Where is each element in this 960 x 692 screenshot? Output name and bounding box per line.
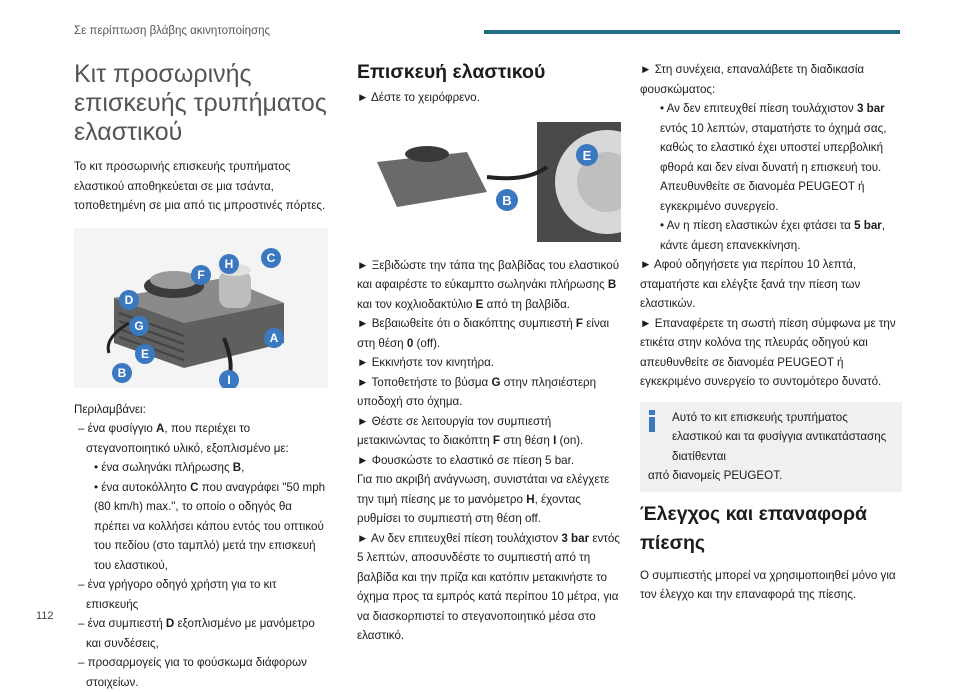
repair-note-gauge: Για πιο ακριβή ανάγνωση, συνιστάται να ελέγχετε την τιμή πίεσης με το μανόμετρο H, έχοντας ρυθμίσει το συμπιεστή στη θέση off. <box>357 473 610 525</box>
kit-title: Κιτ προσωρινής επισκευής τρυπήματος ελαστικού <box>74 60 327 146</box>
column-repair <box>357 60 621 646</box>
kit-item-cartridge: – ένα φυσίγγιο A, που περιέχει το στεγανοποιητικό υλικό, εξοπλισμένο με: <box>78 422 289 455</box>
valve-illustration <box>357 122 621 242</box>
section-header: Σε περίπτωση βλάβης ακινητοποίησης <box>74 25 271 37</box>
kit-item-guide: – ένα γρήγορο οδηγό χρήστη για το κιτ επισκευής <box>78 578 277 611</box>
fig1-label-b: B <box>117 365 127 380</box>
fig2-label-e: E <box>582 147 592 163</box>
continue-sub-fail: • Αν δεν επιτευχθεί πίεση τουλάχιστον 3 bar εντός 10 λεπτών, σταματήστε το όχημά σας, καθώς το ελαστικό έχει υποστεί υπερβολική φθορά και δεν είναι δυνατή η επισκευή του. Απευθυνθείτε σε διανομέα PEUGEOT ή εγκεκριμένο συνεργείο. <box>660 102 887 213</box>
fig1-label-d: D <box>124 292 134 307</box>
info-box <box>640 402 902 492</box>
continue-step-correct: ► Επαναφέρετε τη σωστή πίεση σύμφωνα με την ετικέτα στην κολόνα της πλευράς οδηγού και απευθυνθείτε σε διανομέα PEUGEOT ή εγκεκριμένο συνεργείο το συντομότερο δυνατό. <box>640 316 896 388</box>
repair-step-switch-off: ► Βεβαιωθείτε ότι ο διακόπτης συμπιεστή F είναι στη θέση 0 (off). <box>357 317 610 350</box>
kit-intro: Το κιτ προσωρινής επισκευής τρυπήματος ελαστικού αποθηκεύεται σε μια τσάντα, τοποθετημένη σε μια από τις μπροστινές πόρτες. <box>74 160 326 212</box>
fig2-label-b: B <box>502 192 512 208</box>
continue-step-repeat: ► Στη συνέχεια, επαναλάβετε τη διαδικασία φουσκώματος: <box>640 63 865 96</box>
fig1-label-e: E <box>140 346 150 361</box>
page-number: 112 <box>36 610 54 622</box>
kit-item-compressor: – ένα συμπιεστή D εξοπλισμένο με μανόμετρο και συνδέσεις, <box>78 617 315 650</box>
kit-contains: Περιλαμβάνει: <box>74 402 146 416</box>
fig1-label-h: H <box>224 256 234 271</box>
header-rule <box>484 30 900 34</box>
kit-sub-hose: • ένα σωληνάκι πλήρωσης B, <box>94 461 245 474</box>
column-continue <box>640 60 902 605</box>
column-kit <box>74 60 328 692</box>
info-text: Αυτό το κιτ επισκευής τρυπήματος ελαστικού και τα φυσίγγια αντικατάστασης διατίθενται <box>672 410 887 463</box>
fig1-label-a: A <box>269 330 279 345</box>
fig1-label-g: G <box>134 318 144 333</box>
info-icon <box>646 410 658 432</box>
fig1-label-f: F <box>197 267 205 282</box>
repair-step-switch-on: ► Θέστε σε λειτουργία τον συμπιεστή μετακινώντας το διακόπτη F στη θέση I (on). <box>357 414 584 447</box>
fig1-label-c: C <box>266 250 276 265</box>
repair-step-handbrake: ► Δέστε το χειρόφρενο. <box>357 91 480 104</box>
repair-kit-illustration <box>74 228 328 388</box>
fig1-label-i: I <box>227 372 231 387</box>
continue-step-check: ► Αφού οδηγήσετε για περίπου 10 λεπτά, σταματήστε και ελέγξτε ξανά την πίεση των ελαστικών. <box>640 258 861 310</box>
pressure-title: Έλεγχος και επαναφορά πίεσης <box>640 502 867 554</box>
repair-step-inflate: ► Φουσκώστε το ελαστικό σε πίεση 5 bar. <box>357 453 575 467</box>
repair-step-unscrew: ► Ξεβιδώστε την τάπα της βαλβίδας του ελαστικού και αφαιρέστε το εύκαμπτο σωληνάκι πλήρωσης B και τον κοχλιοδακτύλιο E από τη βαλβίδα. <box>357 258 620 311</box>
pressure-body: Ο συμπιεστής μπορεί να χρησιμοποιηθεί μόνο για τον έλεγχο και την επαναφορά της πίεσης. <box>640 568 896 601</box>
repair-title: Επισκευή ελαστικού <box>357 61 546 83</box>
repair-step-engine: ► Εκκινήστε τον κινητήρα. <box>357 356 495 369</box>
repair-step-disperse: ► Αν δεν επιτευχθεί πίεση τουλάχιστον 3 bar εντός 5 λεπτών, αποσυνδέστε το συμπιεστή από τη βαλβίδα και την πρίζα και κατόπιν μετακινήστε το όχημα προς τα εμπρός κατά περίπου 10 μέτρα, για να διασκορπιστεί το στεγανοποιητικό μέσα στο ελαστικό. <box>357 531 620 642</box>
info-text-tail: από διανομείς PEUGEOT. <box>648 469 783 482</box>
repair-step-plug: ► Τοποθετήστε το βύσμα G στην πλησιέστερη υποδοχή στο όχημα. <box>357 375 597 408</box>
kit-item-adapters: – προσαρμογείς για το φούσκωμα διάφορων στοιχείων. <box>78 656 307 689</box>
kit-sub-sticker: • ένα αυτοκόλλητο C που αναγράφει "50 mph (80 km/h) max.", το οποίο ο οδηγός θα πρέπει να κολλήσει κάπου εντός του οπτικού του πεδίου (στο ταμπλό) μετά την επισκευή του ελαστικού, <box>94 480 326 572</box>
continue-sub-restart: • Αν η πίεση ελαστικών έχει φτάσει τα 5 bar, κάντε άμεση επανεκκίνηση. <box>660 219 886 252</box>
